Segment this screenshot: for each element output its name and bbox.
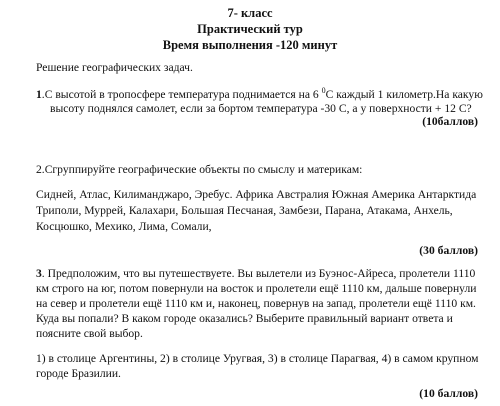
task1-number: 1: [36, 88, 42, 101]
time-heading: Время выполнения -120 минут: [162, 38, 338, 52]
task1-line1: 1.С высотой в тропосфере температура поднимается на 6 $^0$С каждый 1 километр.На какую: [36, 86, 483, 101]
tour-heading: Практический тур: [197, 22, 303, 36]
degree-sign: 0: [321, 86, 326, 95]
task3-score: (10 баллов): [419, 387, 478, 400]
task1-score: (10баллов): [422, 115, 478, 128]
task3-options-line2: городе Бразилии.: [36, 367, 121, 380]
task3-number: 3: [36, 267, 42, 280]
grade-heading: 7- класс: [227, 6, 273, 20]
task2-score: (30 баллов): [419, 244, 478, 257]
task3-line2: км строго на юг, потом повернули на восток и пролетели ещё 1110 км, дальше повернули: [36, 282, 477, 295]
task1-line2: высоту поднялся самолет, если за бортом температура -30 С, а у поверхности + 12 С?: [50, 102, 472, 115]
section-subtitle: Решение географических задач.: [36, 61, 193, 74]
task2-title: 2.Сгруппируйте географические объекты по смыслу и материкам:: [36, 163, 363, 176]
task2-line1: Сидней, Атлас, Килиманджаро, Эребус. Африка Австралия Южная Америка Антарктида: [36, 188, 477, 201]
task3-line3: на север и пролетели ещё 1110 км и, наконец, повернув на запад, пролетели ещё 1110 км.: [36, 297, 476, 310]
task2-line3: Косцюшко, Мехико, Лима, Сомали,: [36, 220, 212, 233]
task3-line5: поясните свой выбор.: [36, 327, 143, 340]
task3-line4: Куда вы попали? В каком городе оказались? Выберите правильный вариант ответа и: [36, 312, 453, 325]
task3-line1: 3. Предположим, что вы путешествуете. Вы вылетели из Буэнос-Айреса, пролетели 1110: [36, 267, 476, 280]
task2-line2: Триполи, Муррей, Калахари, Большая Песчаная, Замбези, Парана, Атакама, Анхель,: [36, 204, 453, 217]
task3-options-line1: 1) в столице Аргентины, 2) в столице Уругвая, 3) в столице Парагвая, 4) в самом крупном: [36, 352, 479, 365]
